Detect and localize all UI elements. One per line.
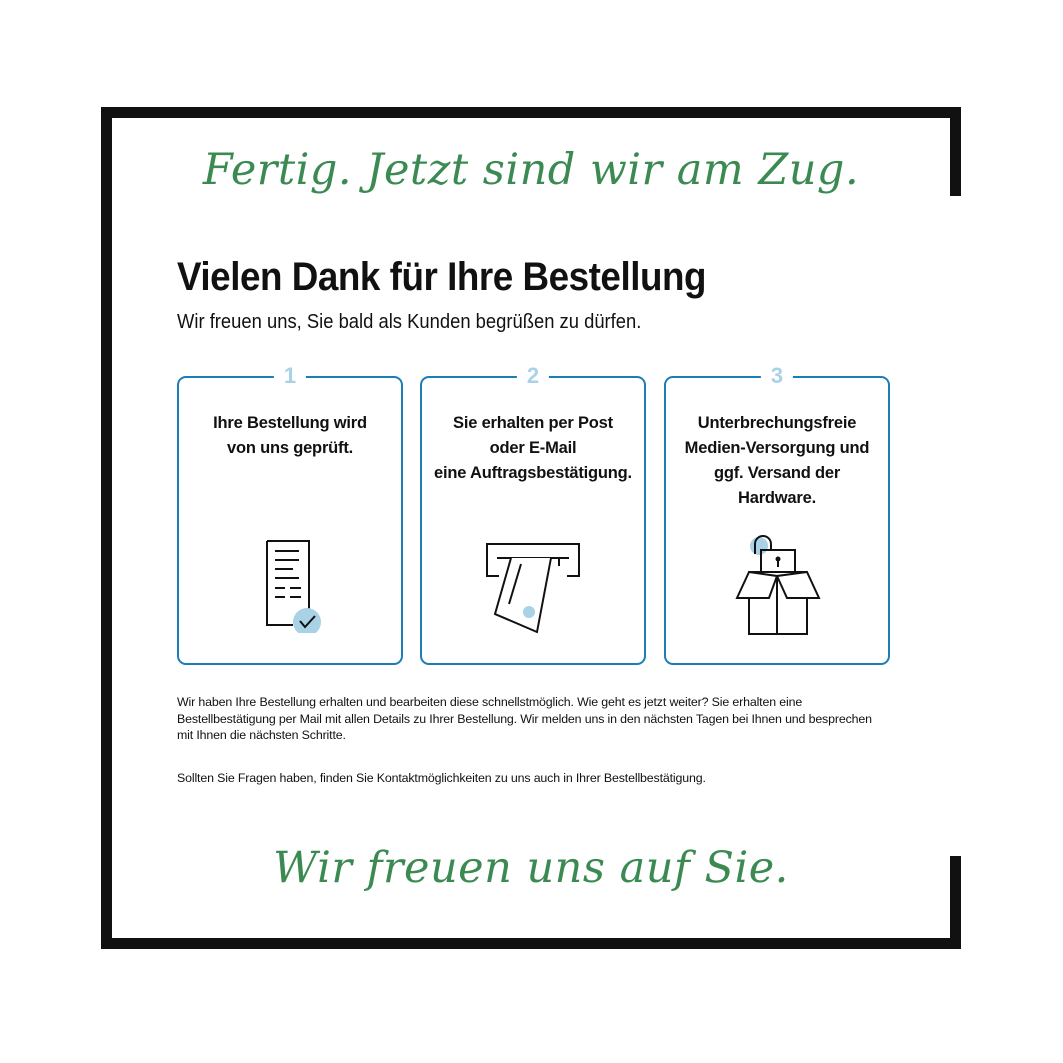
- step-text: Sie erhalten per Post oder E-Mail eine Auftragsbestätigung.: [434, 414, 632, 482]
- info-paragraph-1: Wir haben Ihre Bestellung erhalten und bearbeiten diese schnellstmöglich. Wie geht es jetzt weiter? Sie erhalten eine Bestellbestätigung per Mail mit allen Details zu Ihrer Bestellung. Wir melden uns in den nächsten Tagen bei Ihnen und besprechen mit Ihnen die nächsten Schritte.: [177, 695, 872, 742]
- page-subtitle: Wir freuen uns, Sie bald als Kunden begrüßen zu dürfen.: [177, 311, 642, 333]
- step-card-2: [420, 363, 646, 665]
- frame-left-bar: [101, 107, 112, 949]
- frame-right-top-bar: [950, 107, 961, 196]
- step-card-1: [177, 363, 403, 665]
- frame-bottom-bar: [101, 938, 961, 949]
- step-card-3: [664, 363, 890, 665]
- mail-slot-icon: [481, 536, 585, 641]
- step-number: 3: [761, 361, 793, 391]
- step-number: 1: [274, 361, 306, 391]
- tagline-bottom: Wir freuen uns auf Sie.: [273, 843, 789, 893]
- step-number: 2: [517, 361, 549, 391]
- document-check-icon: [255, 533, 325, 638]
- frame-right-bottom-bar: [950, 856, 961, 949]
- step-text: Ihre Bestellung wird von uns geprüft.: [213, 414, 367, 457]
- step-text: Unterbrechungsfreie Medien-Versorgung und ggf. Versand der Hardware.: [684, 414, 870, 507]
- tagline-top: Fertig. Jetzt sind wir am Zug.: [202, 145, 860, 195]
- info-paragraph-2: Sollten Sie Fragen haben, finden Sie Kontaktmöglichkeiten zu uns auch in Ihrer Bestellbestätigung.: [177, 771, 706, 785]
- frame-top-bar: [101, 107, 961, 118]
- page-title: Vielen Dank für Ihre Bestellung: [177, 255, 707, 299]
- open-box-lock-icon: [729, 526, 825, 641]
